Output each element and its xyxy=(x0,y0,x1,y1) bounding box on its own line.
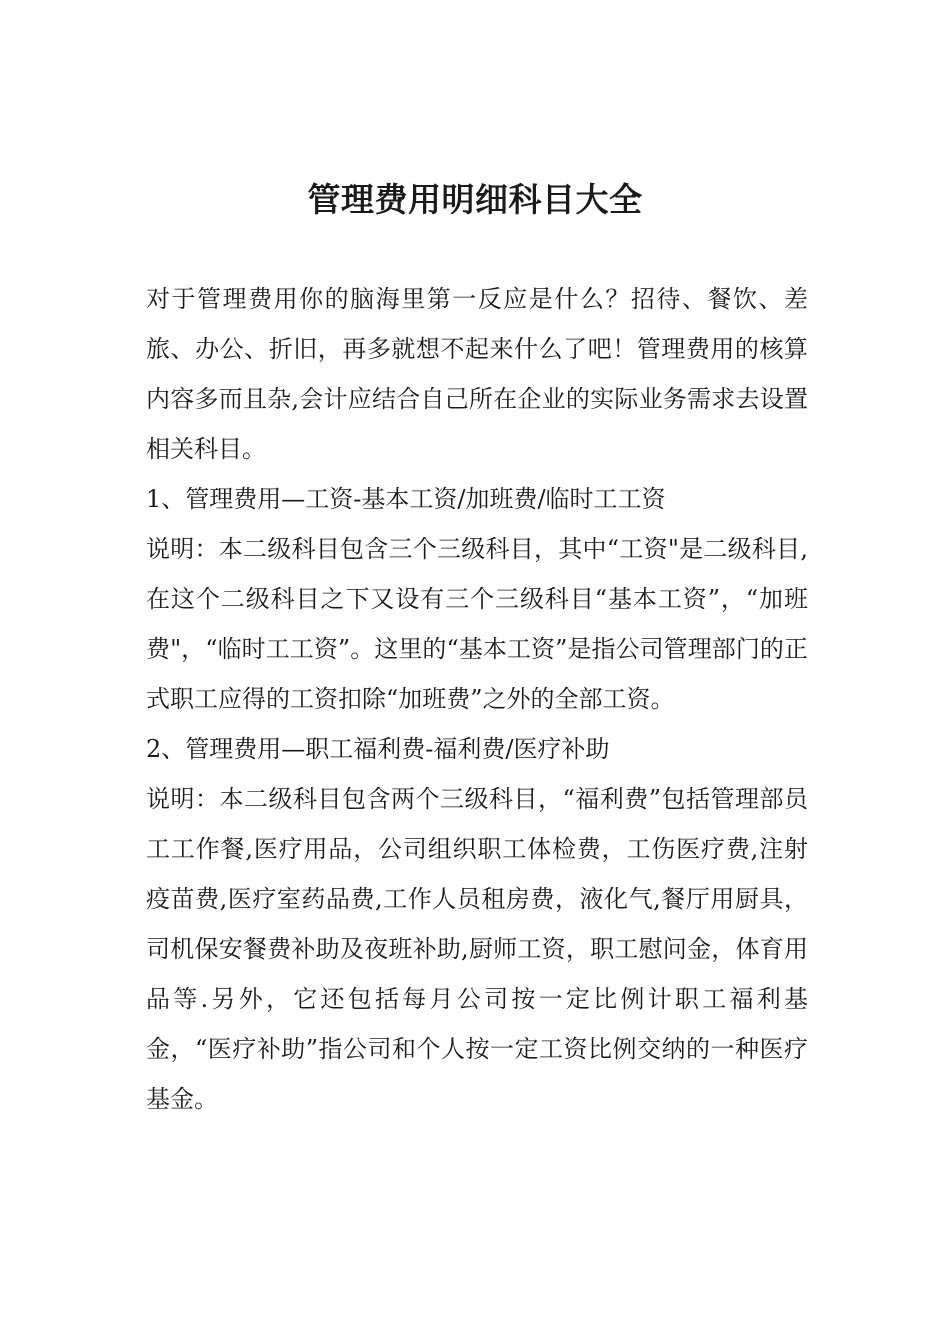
section-heading-1: 1、管理费用—工资-基本工资/加班费/临时工工资 xyxy=(146,485,666,513)
section-heading-2: 2、管理费用—职工福利费-福利费/医疗补助 xyxy=(146,735,610,763)
document-body xyxy=(146,274,808,1124)
document-title: 管理费用明细科目大全 xyxy=(307,180,643,220)
section-description-1: 说明：本二级科目包含三个三级科目，其中“工资"是二级科目,在这个二级科目之下又设有三个三级科目“基本工资”，“加班费"，“临时工工资”。这里的“基本工资”是指公司管理部门的正式职工应得的工资扣除“加班费”之外的全部工资。 xyxy=(146,535,808,713)
section-description-2: 说明：本二级科目包含两个三级科目，“福利费”包括管理部员工工作餐,医疗用品，公司组织职工体检费，工伤医疗费,注射疫苗费,医疗室药品费,工作人员租房费，液化气,餐厅用厨具，司机保安餐费补助及夜班补助,厨师工资，职工慰问金，体育用品等.另外，它还包括每月公司按一定比例计职工福利基金，“医疗补助”指公司和个人按一定工资比例交纳的一种医疗基金。 xyxy=(146,785,808,1113)
intro-paragraph: 对于管理费用你的脑海里第一反应是什么？招待、餐饮、差旅、办公、折旧，再多就想不起来什么了吧！管理费用的核算内容多而且杂,会计应结合自己所在企业的实际业务需求去设置相关科目。 xyxy=(146,285,808,463)
